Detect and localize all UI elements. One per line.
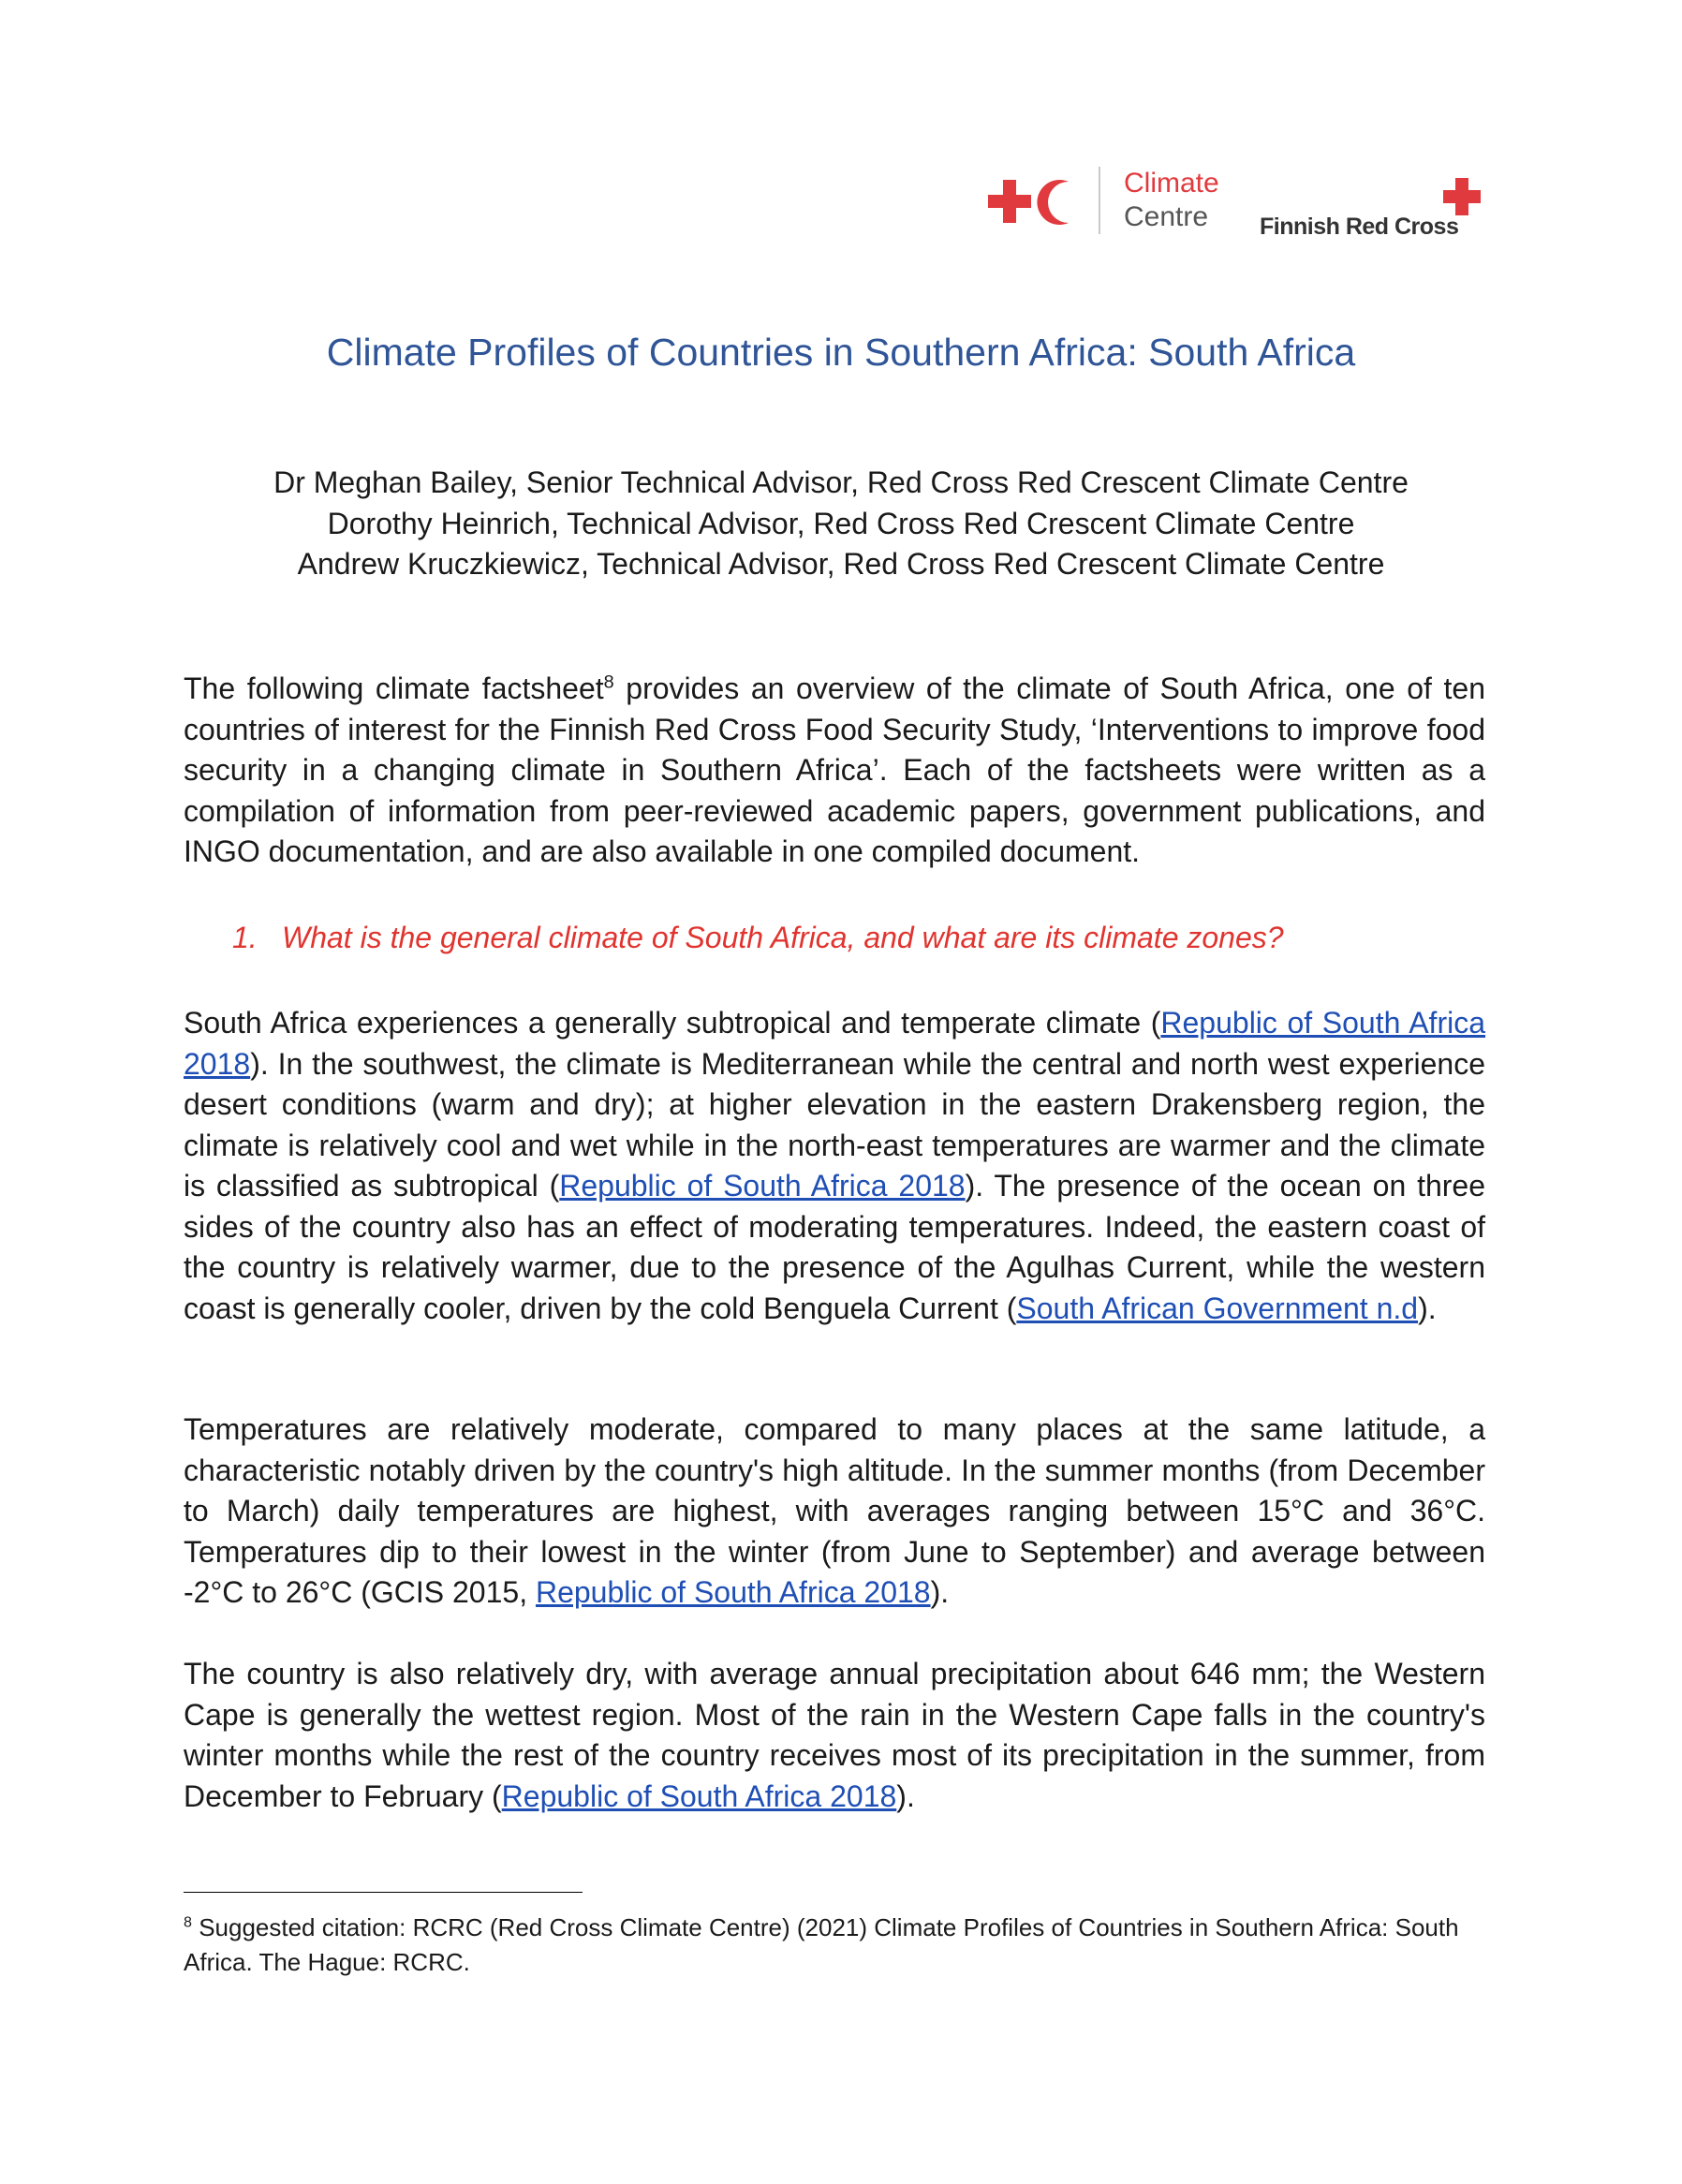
- question-heading: [232, 921, 1284, 955]
- author-line: Andrew Kruczkiewicz, Technical Advisor, Red Cross Red Crescent Climate Centre: [297, 547, 1385, 581]
- finnish-red-cross-name: Finnish Red Cross: [1260, 214, 1459, 240]
- footnote: $^8$ Suggested citation: RCRC (Red Cross Climate Centre) (2021) Climate Profiles of Countries in Southern Africa: South Africa. The Hague: RCRC.: [184, 1913, 1459, 1976]
- temperature-paragraph: Temperatures are relatively moderate, compared to many places at the same latitude, a characteristic notably driven by the country's high altitude. In the summer months (from December to March) daily temperatures are highest, with averages ranging between 15°C and 36°C. Temperatures dip to their lowest in the winter (from June to September) and average between -2°C to 26°C (GCIS 2015, Republic of South Africa 2018).: [184, 1412, 1485, 1609]
- footnote-ref: 8: [603, 671, 614, 693]
- header-logos: [988, 140, 1494, 243]
- citation-link[interactable]: Republic of South Africa 2018: [184, 1006, 1486, 1081]
- finnish-red-cross-logo: [1260, 178, 1494, 240]
- intro-paragraph: The following climate factsheet$^8$ provides an overview of the climate of South Africa, one of ten countries of interest for the Finnish Red Cross Food Security Study, ‘Interventions to improve food security in a changing climate in Southern Africa’. Each of the factsheets were written as a compilation of information from peer-reviewed academic papers, government publications, and INGO documentation, and are also available in one compiled document.: [184, 671, 1486, 868]
- climate-centre-logo: [1124, 167, 1219, 234]
- citation-link[interactable]: Republic of South Africa 2018: [535, 1575, 931, 1609]
- citation-link[interactable]: South African Government n.d: [1016, 1291, 1419, 1325]
- footnote-number: 8: [184, 1913, 192, 1931]
- logo-divider: [1099, 167, 1100, 234]
- author-list: [0, 463, 1682, 585]
- question-text: What is the general climate of South Africa, and what are its climate zones?: [282, 921, 1284, 954]
- footnote-separator: [184, 1892, 583, 1893]
- page-title: Climate Profiles of Countries in Southern Africa: South Africa: [326, 331, 1356, 374]
- climate-centre-line2: Centre: [1124, 201, 1209, 232]
- red-cross-crescent-icon: [988, 176, 1078, 229]
- author-line: Dr Meghan Bailey, Senior Technical Advisor, Red Cross Red Crescent Climate Centre: [273, 465, 1409, 499]
- red-cross-icon: [1443, 178, 1481, 215]
- author-line: Dorothy Heinrich, Technical Advisor, Red Cross Red Crescent Climate Centre: [327, 506, 1355, 540]
- citation-link[interactable]: Republic of South Africa 2018: [501, 1778, 897, 1813]
- citation-link[interactable]: Republic of South Africa 2018: [559, 1169, 966, 1203]
- precipitation-paragraph: The country is also relatively dry, with average annual precipitation about 646 mm; the Western Cape is generally the wettest region. Most of the rain in the Western Cape falls in the country's winter months while the rest of the country receives most of its precipitation in the summer, from December to February (Republic of South Africa 2018).: [184, 1657, 1485, 1813]
- climate-centre-line1: Climate: [1124, 168, 1219, 199]
- question-number: 1.: [232, 921, 258, 954]
- climate-paragraph: South Africa experiences a generally subtropical and temperate climate (Republic of South Africa 2018). In the southwest, the climate is Mediterranean while the central and north west experience desert conditions (warm and dry); at higher elevation in the eastern Drakensberg region, the climate is relatively cool and wet while in the north-east temperatures are warmer and the climate is classified as subtropical (Republic of South Africa 2018). The presence of the ocean on three sides of the country also has an effect of moderating temperatures. Indeed, the eastern coast of the country is relatively warmer, due to the presence of the Agulhas Current, while the western coast is generally cooler, driven by the cold Benguela Current (South African Government n.d).: [184, 1006, 1486, 1325]
